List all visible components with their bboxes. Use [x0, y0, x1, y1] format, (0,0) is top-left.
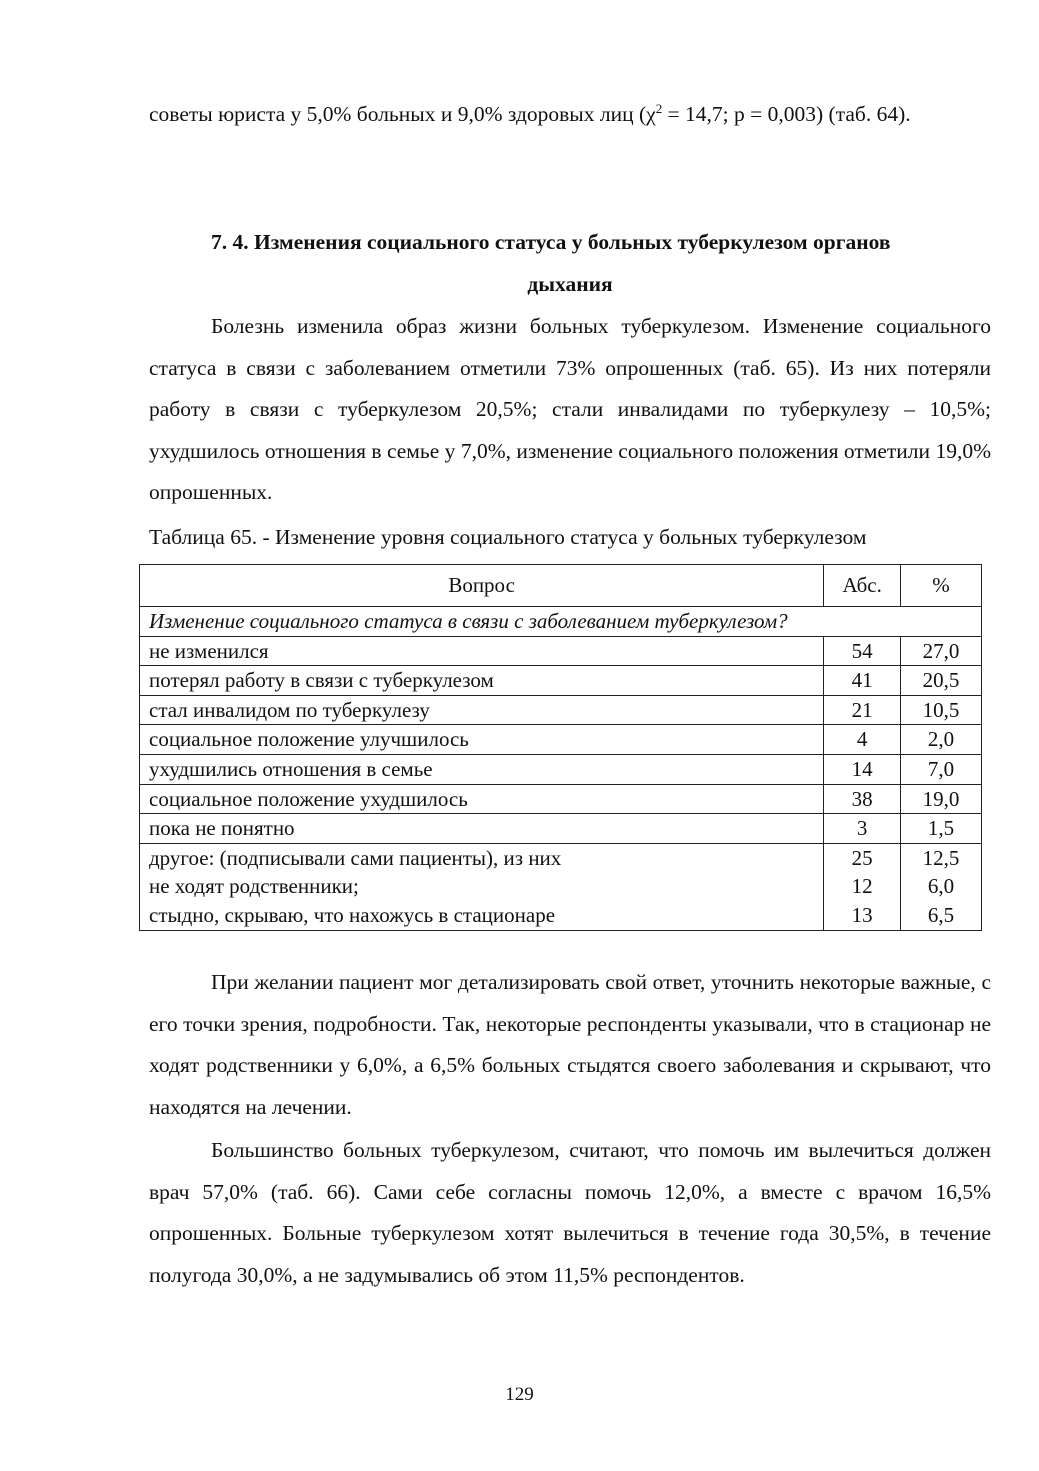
section-heading-line1: 7. 4. Изменения социального статуса у больных туберкулезом органов	[211, 230, 891, 254]
header-abs: Абс.	[824, 565, 901, 607]
row-label: стал инвалидом по туберкулезу	[140, 695, 824, 725]
row-abs: 3	[824, 814, 901, 844]
row-pct: 12,5	[901, 843, 982, 872]
intro-text-b: = 14,7; р = 0,003) (таб. 64).	[662, 102, 911, 126]
row-label: ухудшились отношения в семье	[140, 754, 824, 784]
row-label: другое: (подписывали сами пациенты), из них	[140, 843, 824, 872]
row-abs: 12	[824, 872, 901, 901]
intro-paragraph	[149, 94, 991, 136]
row-pct: 1,5	[901, 814, 982, 844]
row-label: потерял работу в связи с туберкулезом	[140, 666, 824, 696]
row-abs: 25	[824, 843, 901, 872]
row-pct: 6,0	[901, 872, 982, 901]
after-paragraph-2: Большинство больных туберкулезом, считают, что помочь им вылечиться должен врач 57,0% (таб. 66). Сами себе согласны помочь 12,0%, а вместе с врачом 16,5% опрошенных. Больные туберкулезом хотят вылечиться в течение года 30,5%, в течение полугода 30,0%, а не задумывались об этом 11,5% респондентов.	[149, 1138, 991, 1287]
row-pct: 10,5	[901, 695, 982, 725]
section-paragraph: Болезнь изменила образ жизни больных туберкулезом. Изменение социального статуса в связи с заболеванием отметили 73% опрошенных (таб. 65). Из них потеряли работу в связи с туберкулезом 20,5%; стали инвалидами по туберкулезу – 10,5%; ухудшилось отношения в семье у 7,0%, изменение социального положения отметили 19,0% опрошенных.	[149, 314, 991, 504]
row-pct: 19,0	[901, 784, 982, 814]
row-label: социальное положение улучшилось	[140, 725, 824, 755]
table-row	[140, 872, 982, 901]
header-question: Вопрос	[140, 565, 824, 607]
chi-square-superscript: 2	[655, 101, 663, 116]
table-group-row	[140, 607, 982, 637]
row-pct: 27,0	[901, 636, 982, 666]
table-row	[140, 814, 982, 844]
row-abs: 38	[824, 784, 901, 814]
row-label: пока не понятно	[140, 814, 824, 844]
row-label: не ходят родственники;	[140, 872, 824, 901]
section-heading-line2: дыхания	[527, 271, 613, 296]
table-header-row	[140, 565, 982, 607]
row-pct: 7,0	[901, 754, 982, 784]
intro-text-a: советы юриста у 5,0% больных и 9,0% здоровых лиц (χ	[149, 102, 656, 126]
row-label: социальное положение ухудшилось	[140, 784, 824, 814]
row-label: не изменился	[140, 636, 824, 666]
row-pct: 2,0	[901, 725, 982, 755]
row-abs: 4	[824, 725, 901, 755]
row-abs: 21	[824, 695, 901, 725]
table-row	[140, 666, 982, 696]
table-row	[140, 725, 982, 755]
group-title: Изменение социального статуса в связи с заболеванием туберкулезом?	[140, 607, 982, 637]
social-status-table	[139, 564, 982, 931]
after-paragraph-1: При желании пациент мог детализировать свой ответ, уточнить некоторые важные, с его точки зрения, подробности. Так, некоторые респонденты указывали, что в стационар не ходят родственники у 6,0%, а 6,5% больных стыдятся своего заболевания и скрывают, что находятся на лечении.	[149, 970, 991, 1119]
page-number: 129	[505, 1384, 534, 1405]
section-heading	[149, 222, 991, 305]
row-abs: 41	[824, 666, 901, 696]
table-container	[139, 564, 982, 931]
row-pct: 20,5	[901, 666, 982, 696]
table-row	[140, 636, 982, 666]
row-abs: 14	[824, 754, 901, 784]
table-row	[140, 901, 982, 930]
row-pct: 6,5	[901, 901, 982, 930]
row-abs: 54	[824, 636, 901, 666]
table-caption: Таблица 65. - Изменение уровня социального статуса у больных туберкулезом	[149, 525, 867, 549]
table-row	[140, 754, 982, 784]
table-row	[140, 784, 982, 814]
table-row	[140, 695, 982, 725]
row-label: стыдно, скрываю, что нахожусь в стационаре	[140, 901, 824, 930]
header-pct: %	[901, 565, 982, 607]
table-row	[140, 843, 982, 872]
row-abs: 13	[824, 901, 901, 930]
